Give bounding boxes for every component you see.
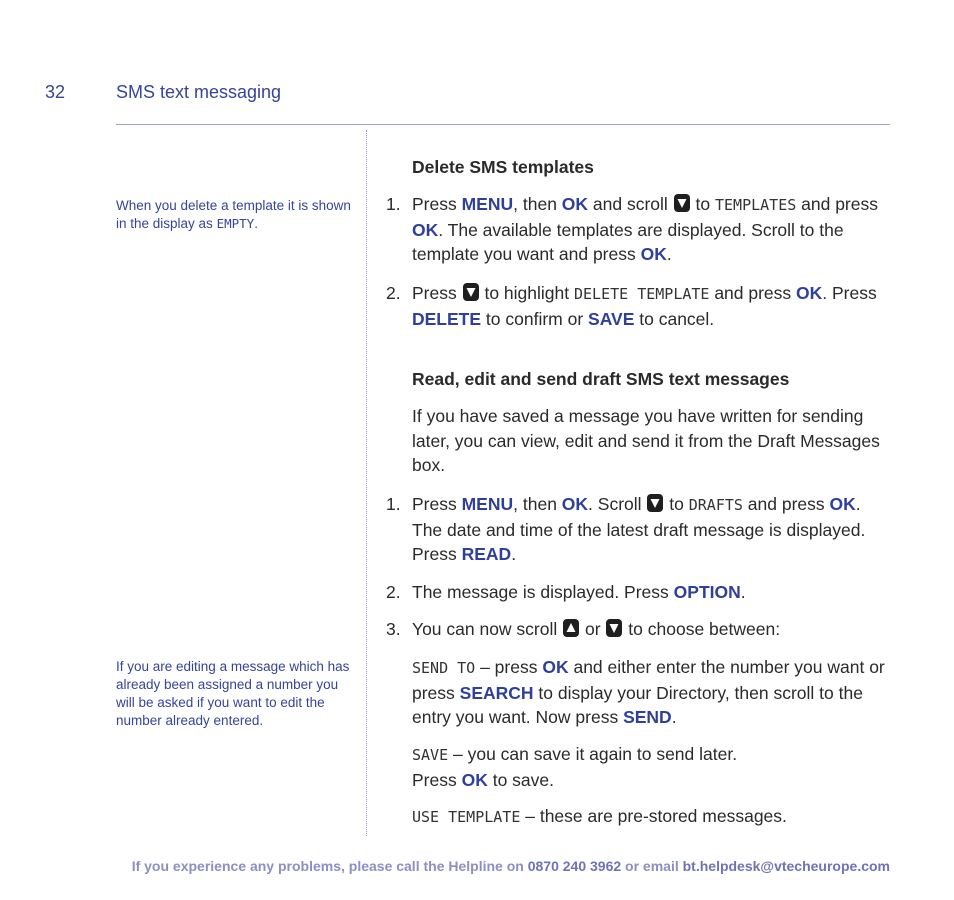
step-delete-1: 1. Press MENU, then OK and scroll to TEMPLATES and press OK. The available templates are displayed. Scroll to the template you want and press OK. xyxy=(386,194,878,264)
scroll-down-icon xyxy=(605,618,623,638)
heading-draft-messages: Read, edit and send draft SMS text messages xyxy=(412,369,790,389)
heading-delete-templates: Delete SMS templates xyxy=(412,157,594,177)
page-number: 32 xyxy=(45,82,66,102)
section-title: SMS text messaging xyxy=(116,82,282,102)
step-draft-3: 3. You can now scroll or to choose between: xyxy=(386,619,781,639)
draft-intro: If you have saved a message you have written for sending later, you can view, edit and send it from the Draft Messages box. xyxy=(412,406,880,475)
option-send-to: SEND TO – press OK and either enter the number you want or press SEARCH to display your Directory, then scroll to the entry you want. Now press SEND. xyxy=(412,657,885,727)
option-save: SAVE – you can save it again to send later. Press OK to save. xyxy=(412,744,738,790)
column-divider xyxy=(366,130,367,836)
header-rule xyxy=(116,124,890,125)
sidebar-note-editing: If you are editing a message which has already been assigned a number you will be asked if you want to edit the number already entered. xyxy=(116,659,350,728)
sidebar-note-empty: When you delete a template it is shown in the display as EMPTY. xyxy=(116,198,351,231)
step-draft-2: 2. The message is displayed. Press OPTION. xyxy=(386,582,746,602)
scroll-down-icon xyxy=(462,282,480,302)
option-use-template: USE TEMPLATE – these are pre-stored messages. xyxy=(412,806,787,826)
helpline-phone: 0870 240 3962 xyxy=(527,858,622,874)
step-draft-1: 1. Press MENU, then OK. Scroll to DRAFTS and press OK. The date and time of the latest draft message is displayed. Press READ. xyxy=(386,494,866,564)
scroll-down-icon xyxy=(673,193,691,213)
step-delete-2: 2. Press to highlight DELETE TEMPLATE and press OK. Press DELETE to confirm or SAVE to cancel. xyxy=(386,283,877,329)
helpdesk-email: bt.helpdesk@vtecheurope.com xyxy=(682,858,890,874)
footer-helpline: If you experience any problems, please call the Helpline on 0870 240 3962 or email bt.helpdesk@vtecheurope.com xyxy=(131,858,890,874)
scroll-down-icon xyxy=(646,493,664,513)
scroll-up-icon xyxy=(562,618,580,638)
